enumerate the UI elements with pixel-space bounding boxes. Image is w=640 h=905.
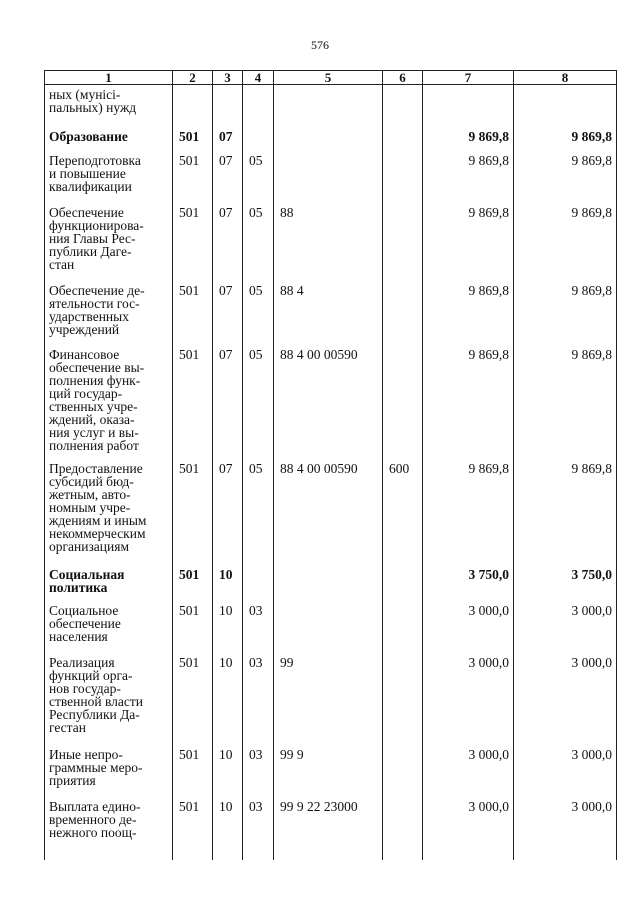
- row-amount-col8: 9 869,8: [514, 462, 617, 568]
- row-target-code: 99 9 22 23000: [274, 800, 383, 860]
- table-row: [45, 800, 617, 860]
- row-name-line: Финансовое: [49, 347, 120, 362]
- row-name-line: публики Даге-: [49, 244, 132, 259]
- row-subsection-code: 07: [213, 154, 243, 206]
- table-row: [45, 284, 617, 348]
- row-item-code: [243, 130, 274, 154]
- row-target-code: [274, 85, 383, 131]
- row-name-line: ждениям и иным: [49, 513, 147, 528]
- row-amount-col8: 3 000,0: [514, 800, 617, 860]
- row-subsection-code: 07: [213, 206, 243, 284]
- row-name-line: функций орга-: [49, 668, 133, 683]
- table-row: [45, 154, 617, 206]
- header-col-7: 7: [423, 71, 514, 85]
- row-amount-col7: 9 869,8: [423, 154, 514, 206]
- row-amount-col8: 9 869,8: [514, 348, 617, 462]
- row-amount-col8: 9 869,8: [514, 284, 617, 348]
- row-name-line: нов государ-: [49, 681, 121, 696]
- row-amount-col7: 9 869,8: [423, 130, 514, 154]
- table-row: [45, 568, 617, 604]
- row-name-cell: [45, 130, 173, 154]
- row-amount-col7: 9 869,8: [423, 462, 514, 568]
- table-row: [45, 348, 617, 462]
- page-number: 576: [311, 38, 329, 52]
- row-subsection-code: 07: [213, 284, 243, 348]
- row-expense-type: [383, 154, 423, 206]
- row-name-line: ций государ-: [49, 386, 123, 401]
- row-amount-col7: 3 000,0: [423, 748, 514, 800]
- row-section-code: [173, 85, 213, 131]
- row-amount-col8: 9 869,8: [514, 130, 617, 154]
- row-name-line: временного де-: [49, 812, 137, 827]
- row-name-cell: [45, 154, 173, 206]
- row-amount-col7: 3 000,0: [423, 800, 514, 860]
- row-name-line: Республики Да-: [49, 707, 140, 722]
- row-name-line: номным учре-: [49, 500, 131, 515]
- row-name-line: ственной власти: [49, 694, 144, 709]
- row-amount-col8: 3 000,0: [514, 656, 617, 748]
- row-section-code: 501: [173, 206, 213, 284]
- row-target-code: 99: [274, 656, 383, 748]
- row-section-code: 501: [173, 462, 213, 568]
- row-subsection-code: 10: [213, 568, 243, 604]
- row-subsection-code: 10: [213, 748, 243, 800]
- row-name-line: Обеспечение: [49, 205, 124, 220]
- table-row: [45, 206, 617, 284]
- row-name-cell: [45, 206, 173, 284]
- row-amount-col8: 9 869,8: [514, 154, 617, 206]
- row-target-code: 88 4 00 00590: [274, 348, 383, 462]
- row-amount-col7: 3 000,0: [423, 656, 514, 748]
- row-name-line: ударственных: [49, 309, 129, 324]
- row-name-cell: [45, 462, 173, 568]
- row-amount-col7: 9 869,8: [423, 348, 514, 462]
- row-expense-type: [383, 85, 423, 131]
- row-name-line: Реализация: [49, 655, 115, 670]
- row-section-code: 501: [173, 130, 213, 154]
- row-name-cell: [45, 284, 173, 348]
- row-subsection-code: 10: [213, 800, 243, 860]
- row-section-code: 501: [173, 800, 213, 860]
- row-name-line: Иные непро-: [49, 747, 123, 762]
- row-name-line: жетным, авто-: [49, 487, 131, 502]
- row-name-line: Переподготовка: [49, 153, 141, 168]
- row-item-code: 03: [243, 800, 274, 860]
- row-item-code: [243, 568, 274, 604]
- row-item-code: 05: [243, 462, 274, 568]
- row-section-code: 501: [173, 154, 213, 206]
- row-section-code: 501: [173, 568, 213, 604]
- row-name-line: гестан: [49, 720, 86, 735]
- row-name-line: граммные меро-: [49, 760, 143, 775]
- row-item-code: 03: [243, 604, 274, 656]
- row-name-line: нежного поощ-: [49, 825, 137, 840]
- row-name-line: Обеспечение де-: [49, 283, 145, 298]
- row-expense-type: 600: [383, 462, 423, 568]
- row-amount-col8: 3 000,0: [514, 748, 617, 800]
- budget-table: [44, 70, 617, 860]
- row-subsection-code: 07: [213, 130, 243, 154]
- row-name-line: субсидий бюд-: [49, 474, 134, 489]
- row-expense-type: [383, 348, 423, 462]
- row-name-cell: [45, 656, 173, 748]
- row-expense-type: [383, 800, 423, 860]
- row-item-code: 05: [243, 284, 274, 348]
- row-name-cell: [45, 568, 173, 604]
- row-name-line: стан: [49, 257, 75, 272]
- row-subsection-code: [213, 85, 243, 131]
- row-expense-type: [383, 604, 423, 656]
- row-name-line: квалификации: [49, 179, 132, 194]
- row-name-cell: [45, 800, 173, 860]
- row-name-line: ственных учре-: [49, 399, 138, 414]
- row-item-code: 03: [243, 748, 274, 800]
- row-target-code: 88 4 00 00590: [274, 462, 383, 568]
- table-row: [45, 604, 617, 656]
- table-row: [45, 130, 617, 154]
- row-target-code: [274, 604, 383, 656]
- row-section-code: 501: [173, 656, 213, 748]
- row-name-line: Социальное: [49, 603, 119, 618]
- row-expense-type: [383, 748, 423, 800]
- table-row: [45, 85, 617, 131]
- row-subsection-code: 10: [213, 604, 243, 656]
- row-name-line: организациям: [49, 539, 130, 554]
- header-row: [45, 71, 617, 85]
- table-row: [45, 656, 617, 748]
- row-name-line: некоммерческим: [49, 526, 146, 541]
- row-name-line: Образование: [49, 129, 128, 144]
- row-name-cell: [45, 604, 173, 656]
- row-name-cell: [45, 85, 173, 131]
- table-header: [45, 71, 617, 85]
- header-col-4: 4: [243, 71, 274, 85]
- row-name-line: пальных) нужд: [49, 100, 137, 115]
- row-amount-col8: 9 869,8: [514, 206, 617, 284]
- row-name-line: ния услуг и вы-: [49, 425, 139, 440]
- row-target-code: [274, 154, 383, 206]
- row-target-code: [274, 130, 383, 154]
- row-item-code: 05: [243, 154, 274, 206]
- header-col-8: 8: [514, 71, 617, 85]
- row-name-line: ния Главы Рес-: [49, 231, 136, 246]
- row-name-line: учреждений: [49, 322, 120, 337]
- table-row: [45, 462, 617, 568]
- row-expense-type: [383, 206, 423, 284]
- header-col-3: 3: [213, 71, 243, 85]
- row-expense-type: [383, 568, 423, 604]
- row-expense-type: [383, 284, 423, 348]
- row-section-code: 501: [173, 348, 213, 462]
- row-name-line: Предоставление: [49, 461, 143, 476]
- row-name-line: Выплата едино-: [49, 799, 141, 814]
- row-item-code: 05: [243, 206, 274, 284]
- row-amount-col7: 3 000,0: [423, 604, 514, 656]
- row-section-code: 501: [173, 284, 213, 348]
- row-subsection-code: 07: [213, 462, 243, 568]
- row-name-line: обеспечение: [49, 616, 121, 631]
- row-subsection-code: 10: [213, 656, 243, 748]
- table-row: [45, 748, 617, 800]
- row-amount-col7: 3 750,0: [423, 568, 514, 604]
- row-name-line: приятия: [49, 773, 96, 788]
- row-item-code: [243, 85, 274, 131]
- header-col-5: 5: [274, 71, 383, 85]
- row-expense-type: [383, 656, 423, 748]
- row-name-line: полнения функ-: [49, 373, 141, 388]
- row-amount-col8: 3 000,0: [514, 604, 617, 656]
- row-subsection-code: 07: [213, 348, 243, 462]
- row-name-line: функционирова-: [49, 218, 144, 233]
- row-section-code: 501: [173, 748, 213, 800]
- row-name-line: и повышение: [49, 166, 126, 181]
- row-target-code: 88 4: [274, 284, 383, 348]
- row-amount-col8: 3 750,0: [514, 568, 617, 604]
- row-name-cell: [45, 748, 173, 800]
- header-col-6: 6: [383, 71, 423, 85]
- row-name-line: Социальная: [49, 567, 125, 582]
- row-name-line: ных (мунici-: [49, 87, 121, 102]
- row-amount-col7: 9 869,8: [423, 284, 514, 348]
- row-item-code: 03: [243, 656, 274, 748]
- table-body: [45, 85, 617, 861]
- row-amount-col7: 9 869,8: [423, 206, 514, 284]
- header-col-1: 1: [45, 71, 173, 85]
- row-target-code: 88: [274, 206, 383, 284]
- row-name-line: населения: [49, 629, 108, 644]
- row-item-code: 05: [243, 348, 274, 462]
- row-amount-col8: [514, 85, 617, 131]
- row-name-line: ятельности гос-: [49, 296, 140, 311]
- row-name-cell: [45, 348, 173, 462]
- row-name-line: ждений, оказа-: [49, 412, 135, 427]
- header-col-2: 2: [173, 71, 213, 85]
- row-expense-type: [383, 130, 423, 154]
- row-name-line: политика: [49, 580, 108, 595]
- row-target-code: [274, 568, 383, 604]
- row-target-code: 99 9: [274, 748, 383, 800]
- row-section-code: 501: [173, 604, 213, 656]
- row-name-line: полнения работ: [49, 438, 139, 453]
- row-name-line: обеспечение вы-: [49, 360, 145, 375]
- row-amount-col7: [423, 85, 514, 131]
